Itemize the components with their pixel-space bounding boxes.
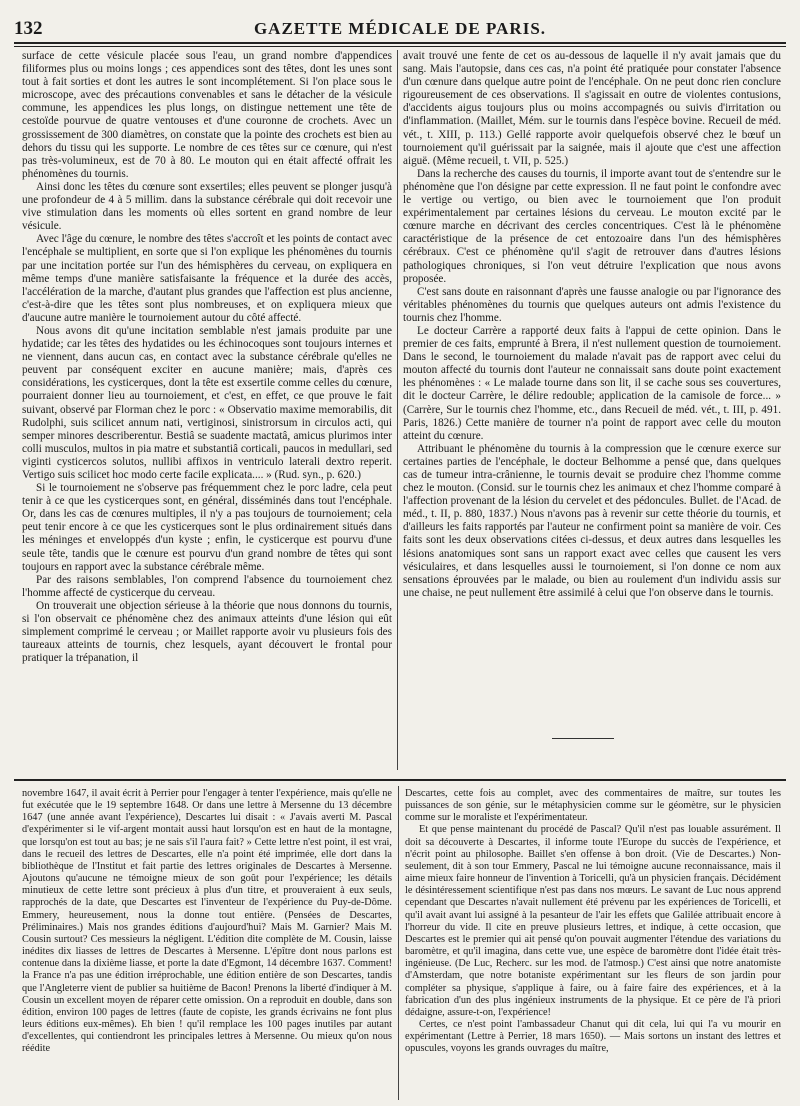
paragraph: novembre 1647, il avait écrit à Perrier pour l'engager à tenter l'expérience, mais qu'elle ne fut exécutée que le 19 septembre 1648. Or dans une lettre à Mersenne du 13 décembre 1647 (une année avant l'expérience), Descartes lui disait : « J'avais averti M. Pascal d'expérimenter si le vif-argent montait aussi haut lorsqu'on est en haut de la montagne, que lorsqu'on est tout au bas; je ne sais s'il l'aura fait? » Cette lettre n'est point, il est vrai, dans le recueil des lettres de Descartes, elle n'a point été imprimée, elle dort dans la bibliothèque de l'Institut et fait partie des lettres originales de Descartes à Mersenne. Ajoutons qu'aucune ne témoigne mieux de son goût pour l'expérience; les détails minutieux de cette lettre sont précieux à plus d'un titre, et prouveraient à eux seuls, rapprochés de la date, que Descartes est l'inventeur de l'expérience du Puy-de-Dôme. Emmery, heureusement, nous la donne tout entière. (Pensées de Descartes, Préliminaires.) Mais nos grandes éditions d'aujourd'hui? Mais M. Garnier? Mais M. Cousin surtout? Ces messieurs la négligent. L'édition dite complète de M. Cousin, laisse inédites dix liasses de lettres de Descartes à Mersenne. L'épître dont nous parlons est contenue dans la dixième liasse, et porte la date d'Egmont, 14 décembre 1637. Comment! la France n'a pas une édition irréprochable, une édition entière de son Descartes, tandis que l'Angleterre vient de publier sa huitième de Bacon! Prenons la liberté d'indiquer à M. Cousin un excellent moyen de réparer cette omission. On a reproduit en double, dans son édition, environ 100 pages de lettres (faute de copiste, les grands écrivains ne font plus leurs éditions eux-mêmes). Eh bien ! qu'il remplace les 100 pages inutiles par autant d'excellentes, qui contiendront les principales lettres à Mersenne. Ou mieux qu'on nous réédite bbox=[22, 788, 392, 1055]
paragraph: Avec l'âge du cœnure, le nombre des têtes s'accroît et les points de contact avec l'encéphale se multiplient, en sorte que si l'on explique les phénomènes du tournis par une incitation portée sur l'un des hémisphères du cerveau, on expliquera en même temps d'une manière satisfaisante la fréquence et la durée des accès, l'accélération de la marche, d'autant plus grandes que l'affection est plus ancienne, c'est-à-dire que les têtes sont plus nombreuses, et on expliquera mieux que d'aucune autre manière le tournoiement autour du côté affecté. bbox=[22, 233, 392, 324]
running-head bbox=[14, 18, 786, 38]
paragraph: Certes, ce n'est point l'ambassadeur Chanut qui dit cela, lui qui l'a vu mourir en expérimentant (Lettre à Perrier, 18 mars 1650). — Mais sortons un instant des lettres et opuscules, voyons les grands ouvrages du maître, bbox=[405, 1018, 781, 1055]
paragraph: Le docteur Carrère a rapporté deux faits à l'appui de cette opinion. Dans le premier de ces faits, emprunté à Brera, il n'est nullement question de tournoiement. Dans le second, le tournoiement du malade n'avait pas de rapport avec celui du mouton affecté du tournis dont l'auteur ne connaissait sans doute point exactement les phénomènes : « Le malade tourne dans son lit, il se cache sous ses couvertures, dit le docteur Carrère, le délire redouble; application de la camisole de force... » (Carrère, Sur le tournis chez l'homme, etc., dans Recueil de méd. vét., t. III, p. 491. Paris, 1826.) Cette manière de tourner n'a point de rapport avec celle du mouton atteint du cœnure. bbox=[403, 324, 781, 442]
paragraph: avait trouvé une fente de cet os au-dessous de laquelle il n'y avait jamais que du sang. Mais l'autopsie, dans ces cas, n'a point été pratiquée pour constater l'absence d'un cœnure dans quelque autre point de l'encéphale. On ne peut donc rien conclure rigoureusement de ces observations. Il s'agissait en outre de violentes contusions, d'accidents aigus toujours plus ou moins accompagnés ou suivis d'irritation ou d'inflammation. (Maillet, Mém. sur le tournis dans l'espèce bovine. Recueil de méd. vét., t. XIII, p. 113.) Gellé rapporte avoir quelquefois observé chez le bœuf un tournoiement qu'il guérissait par la saignée, mais il ajoute que c'est une affection aiguë. (Même recueil, t. VII, p. 525.) bbox=[403, 50, 781, 167]
paragraph: Par des raisons semblables, l'on comprend l'absence du tournoiement chez l'homme affecté de cysticerque du cerveau. bbox=[22, 573, 392, 599]
paragraph: surface de cette vésicule placée sous l'eau, un grand nombre d'appendices filiformes plus ou moins longs ; ces appendices sont des têtes, dont les unes sont tout à fait sorties et dont les autres le sont incomplétement. Si l'on place sous le microscope, avec des précautions convenables et sans le détacher de la vésicule commune, les appendices les plus longs, on distingue nettement une tête de cestoïde pourvue de quatre ventouses et d'une couronne de crochets. Avec un grossissement de 300 diamètres, on constate que la pointe des crochets est bien au dehors du tissu qui les supporte. Le nombre de ces têtes sur ce cœnure, qui n'est pas très-volumineux, est de 70 à 80. Le mouton qui en était affecté offrait les phénomènes du tournis. bbox=[22, 50, 392, 180]
feuilleton-column-right bbox=[405, 788, 781, 1100]
feuilleton-column-left bbox=[22, 788, 392, 1100]
paragraph: On trouverait une objection sérieuse à la théorie que nous donnons du tournis, si l'on observait ce phénomène chez des animaux atteints d'une lésion qui eût simplement comprimé le cerveau ; or Maillet rapporte avoir vu plusieurs fois des taureaux atteints de tournis, chez lesquels, ayant découvert le frontal pour pratiquer la trépanation, il bbox=[22, 599, 392, 665]
paragraph: Attribuant le phénomène du tournis à la compression que le cœnure exerce sur certaines parties de l'encéphale, le docteur Belhomme a pensé que, dans quelques cas de tumeur intra-crânienne, le tournis devait se produire chez l'homme comme chez le mouton. (Consid. sur le tournis chez les animaux et chez l'homme comparé à l'affection provenant de la lésion du cervelet et des pédoncules. Bullet. de l'Acad. de méd., t. II, p. 880, 1837.) Nous n'avons pas à revenir sur cette théorie du tournis, et d'ailleurs les faits rapportés par l'auteur ne confirment point sa manière de voir. Ces faits sont les deux observations citées ci-dessus, et deux autres dans lesquelles les lésions anatomiques sont sans un rapport exact avec celles que causent les vers vésiculaires, et dans lesquelles aussi le tournoiement, si l'on donne ce nom aux sensations éprouvées par le malade, ou bien au roulement d'un individu assis sur une chaise, ne peut nullement être assimilé à celui que l'on observe dans le tournis. bbox=[403, 442, 781, 599]
paragraph: Dans la recherche des causes du tournis, il importe avant tout de s'entendre sur le phénomène que l'on désigne par cette expression. Il ne faut point le confondre avec le vertige ou vertigo, ou bien avec le tournoiement que l'on produit expérimentalement par certaines lésions du cerveau. Le mouton excité par le cœnure marche en décrivant des cercles concentriques. C'est là le phénomène caractéristique de la présence de cet entozoaire dans l'un des hémisphères cérébraux. C'est ce phénomène qu'il s'agit de retrouver dans d'autres lésions pathologiques chroniques, si l'on veut détruire l'explication que nous avons proposée. bbox=[403, 167, 781, 285]
paragraph: Nous avons dit qu'une incitation semblable n'est jamais produite par une hydatide; car les têtes des hydatides ou les échinocoques sont toujours internes et ne viennent, dans aucun cas, en contact avec la substance cérébrale qu'elles ne peuvent par conséquent exciter en aucune manière; mais, d'après ces considérations, les cysticerques, dont la tête est exsertile comme celles du cœnure, pourraient donner lieu au tournoiement, et c'est, en effet, ce que prouve le fait suivant, observé par Florman chez le porc : « Observatio maxime memorabilis, dit Rudolphi, suis scilicet annum nati, vertiginosi, sinistrorsum in circulos acti, qui semper minores describerentur. Bestiâ se suadente mactatâ, amicus plurimos inter colli musculos, multos in pia matre et substantiâ corticali, paucos in medullari, sed viginti cysticercos solutos, nullibi affixos in ventriculo laterali dextro reperit. Vertigo suis scilicet hoc modo certe facile explicata.... » (Rud. syn., p. 620.) bbox=[22, 324, 392, 481]
paragraph: C'est sans doute en raisonnant d'après une fausse analogie ou par l'ignorance des véritables phénomènes du tournis que quelques auteurs ont admis l'existence du tournis chez l'homme. bbox=[403, 285, 781, 324]
paragraph: Descartes, cette fois au complet, avec des commentaires de maître, sur toutes les puissances de son génie, sur le métaphysicien comme sur le géomètre, sur le physicien comme sur le moraliste et l'expérimentateur. bbox=[405, 788, 781, 824]
main-column-right bbox=[403, 50, 781, 680]
feuilleton-column-divider bbox=[398, 786, 399, 1100]
paragraph: Ainsi donc les têtes du cœnure sont exsertiles; elles peuvent se plonger jusqu'à une profondeur de 4 à 5 millim. dans la substance cérébrale qui doit recevoir une vive stimulation dans les moments où elles sortent en grand nombre de leur vésicule. bbox=[22, 180, 392, 233]
paragraph: Et que pense maintenant du procédé de Pascal? Qu'il n'est pas louable assurément. Il doit sa découverte à Descartes, il informe toute l'Europe du succès de l'expérience, et n'écrit point au philosophe. Baillet s'en offense à bon droit. (Vie de Descartes.) Non-seulement, dit à son tour Emmery, Pascal ne lui témoigne aucune reconnaissance, mais il aime mieux faire honneur de l'invention à Toricelli, qu'à un physicien français. Décidément le désintéressement scientifique n'est pas dans nos mœurs. Le savant de Luc nous apprend cependant que Descartes n'avait nullement été prévenu par les expériences de Toricelli, et qu'il avait avant lui assigné à la pesanteur de l'air les effets que Galilée attribuait encore à l'horreur du vide. Il cite en preuve plusieurs lettres, et indique, à cette occasion, que Descartes est le premier qui ait pensé qu'on pouvait augmenter l'étendue des variations du baromètre, et qu'il imagina, dans cette vue, une espèce de baromètre dont l'idée était très-ingénieuse. (De Luc, Recherc. sur les mod. de l'atmosp.) C'est ainsi que notre anatomiste d'Amsterdam, que notre botaniste expérimentant sur les fleurs de son jardin pour compléter sa physique, s'applique à faire, ou à faire faire des expériences, et à la fabrication d'un des plus ingénieux instruments de la physique. Et ce père de l'à priori dédaigne, assure-t-on, l'expérience! bbox=[405, 824, 781, 1018]
journal-title: GAZETTE MÉDICALE DE PARIS. bbox=[253, 19, 547, 38]
page-number: 132 bbox=[14, 18, 43, 39]
paragraph: Si le tournoiement ne s'observe pas fréquemment chez le porc ladre, cela peut tenir à ce que les cysticerques sont, en général, disséminés dans tout l'encéphale. Or, dans les cas de cœnures multiples, il n'y a pas toujours de tournoiement; cela peut tenir encore à ce que les cysticerques sont le plus ordinairement situés dans les méninges et enveloppés d'un kyste ; enfin, le cysticerque est pourvu d'une seule tête, tandis que le cœnure est pourvu d'un grand nombre de têtes qui sont toujours en rapport avec la substance cérébrale même. bbox=[22, 482, 392, 573]
main-column-left bbox=[22, 50, 392, 772]
article-end-rule bbox=[552, 738, 614, 739]
feuilleton-divider bbox=[14, 779, 786, 781]
header-rule bbox=[14, 42, 786, 44]
column-divider bbox=[397, 50, 398, 770]
header-rule-thin bbox=[14, 46, 786, 47]
